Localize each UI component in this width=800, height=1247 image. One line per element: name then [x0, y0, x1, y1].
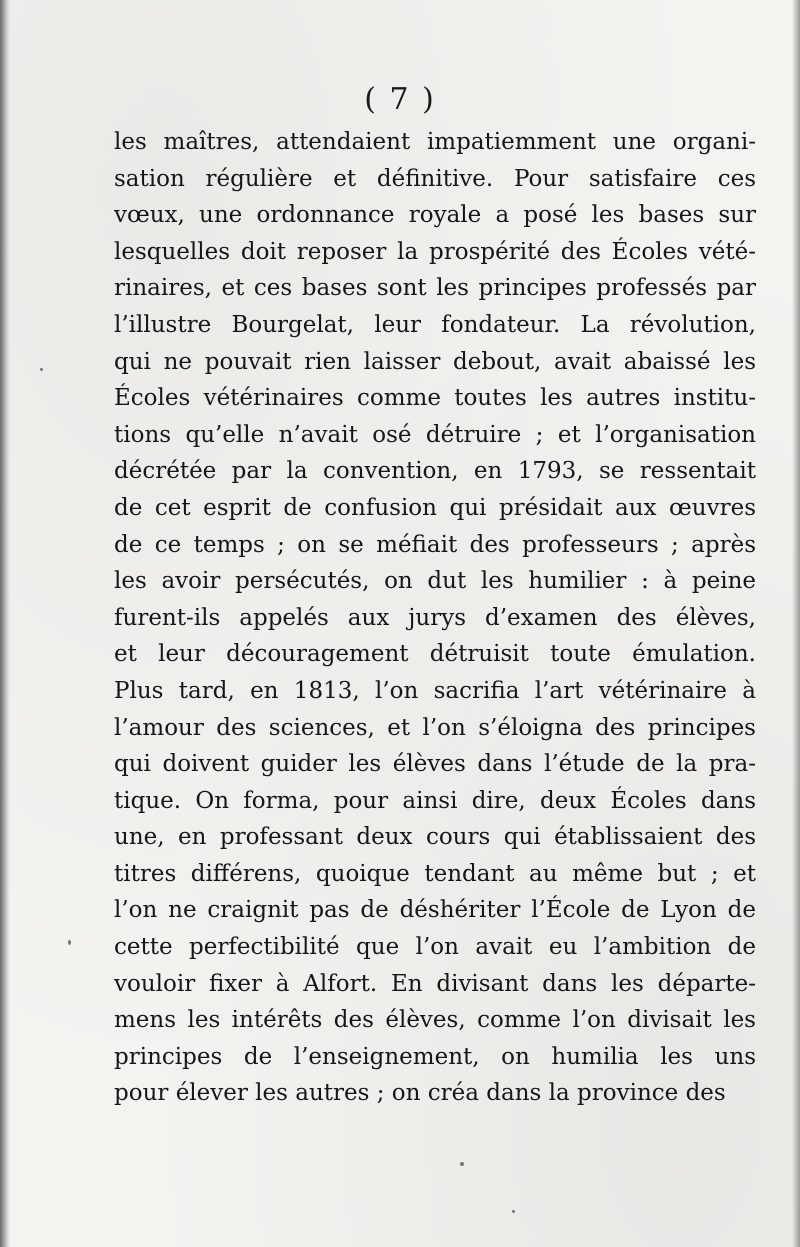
text-line: décrétée par la convention, en 1793, se ressentait	[114, 458, 756, 485]
paper-speck	[512, 1210, 515, 1213]
text-line: vouloir fixer à Alfort. En divisant dans les départe-	[114, 970, 756, 997]
text-line: une, en professant deux cours qui établissaient des	[114, 824, 756, 851]
text-line: rinaires, et ces bases sont les principes professés par	[114, 275, 756, 302]
paper-speck	[40, 368, 43, 371]
text-line: vœux, une ordonnance royale a posé les bases sur	[114, 202, 756, 229]
text-line: les maîtres, attendaient impatiemment une organi-	[114, 129, 756, 155]
text-line: de cet esprit de confusion qui présidait aux œuvres	[114, 494, 756, 521]
page-right-edge-shadow	[792, 0, 800, 1247]
page-number: ( 7 )	[364, 82, 436, 117]
text-line: lesquelles doit reposer la prospérité des Écoles vété-	[114, 238, 756, 265]
text-line: l’illustre Bourgelat, leur fondateur. La révolution,	[114, 311, 756, 338]
text-line: l’on ne craignit pas de déshériter l’École de Lyon de	[114, 897, 756, 924]
text-line: sation régulière et définitive. Pour satisfaire ces	[114, 165, 756, 192]
text-line: cette perfectibilité que l’on avait eu l’ambition de	[114, 934, 756, 961]
text-line: tions qu’elle n’avait osé détruire ; et l’organisation	[114, 421, 756, 448]
text-line: les avoir persécutés, on dut les humilier : à peine	[114, 568, 756, 595]
text-line: et leur découragement détruisit toute émulation.	[114, 641, 756, 668]
text-line: qui ne pouvait rien laisser debout, avait abaissé les	[114, 348, 756, 375]
text-line: pour élever les autres ; on créa dans la province des	[114, 1080, 726, 1107]
text-line: furent-ils appelés aux jurys d’examen des élèves,	[114, 604, 756, 631]
text-line: l’amour des sciences, et l’on s’éloigna des principes	[114, 714, 756, 741]
text-line: qui doivent guider les élèves dans l’étude de la pra-	[114, 751, 756, 778]
text-line: principes de l’enseignement, on humilia les uns	[114, 1043, 756, 1070]
text-line: titres différens, quoique tendant au même but ; et	[114, 860, 756, 887]
text-line: Plus tard, en 1813, l’on sacrifia l’art vétérinaire à	[114, 677, 756, 704]
text-line: Écoles vétérinaires comme toutes les autres institu-	[114, 385, 756, 412]
text-line: de ce temps ; on se méfiait des professeurs ; après	[114, 531, 756, 558]
text-line: mens les intérêts des élèves, comme l’on divisait les	[114, 1007, 756, 1034]
page-left-edge-shadow	[0, 0, 10, 1247]
paper-speck	[68, 940, 71, 945]
body-text	[114, 124, 756, 1112]
paper-speck	[460, 1162, 464, 1166]
text-line: tique. On forma, pour ainsi dire, deux Écoles dans	[114, 787, 756, 814]
